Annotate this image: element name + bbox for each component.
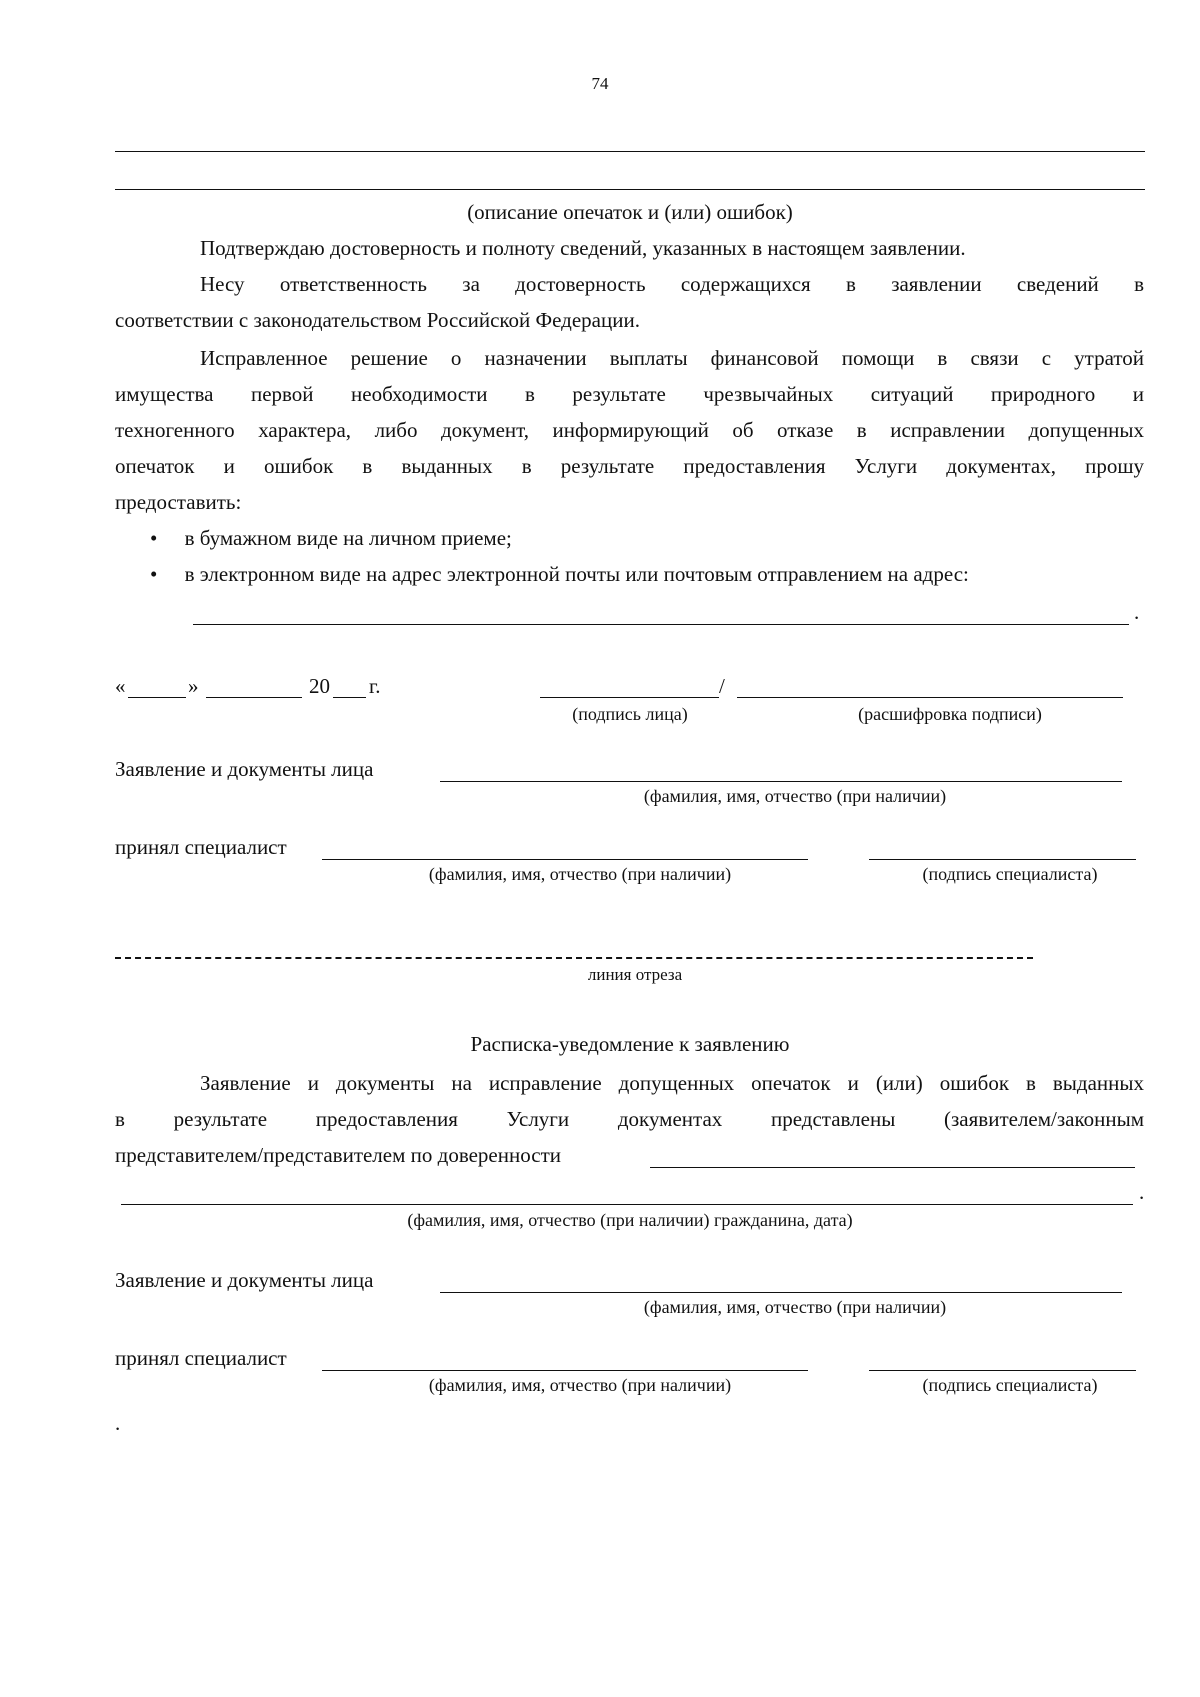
signature-decoding-field[interactable] [737,697,1123,698]
date-close-quote: » [188,674,199,698]
responsibility-line-2: соответствии с законодательством Российской Федерации. [115,308,640,332]
receipt-line-3: представителем/представителем по доверенности [115,1143,561,1167]
specialist-name-field[interactable] [322,859,808,860]
date-year-suffix: г. [369,674,381,698]
errors-caption: (описание опечаток и (или) ошибок) [467,200,793,224]
date-year-field[interactable] [333,697,366,698]
specialist-signature-caption-2: (подпись специалиста) [922,1375,1098,1395]
receipt-line-1: Заявление и документы на исправление допущенных опечаток и (или) ошибок в выданных [200,1071,1144,1095]
responsibility-line-1: Несу ответственность за достоверность содержащихся в заявлении сведений в [200,272,1144,296]
citizen-field[interactable] [121,1204,1133,1205]
description-line-2 [115,189,1145,190]
receipt-paragraph [115,1065,1144,1137]
signature-slash: / [719,674,725,698]
bullet-item-paper: • в бумажном виде на личном приеме; [150,526,512,550]
docs-of-person-field[interactable] [440,781,1122,782]
specialist-signature-field-2[interactable] [869,1370,1136,1371]
signature-caption: (подпись лица) [572,704,688,724]
bullet-dot-icon: • [150,526,158,550]
corrected-decision-paragraph [115,340,1144,520]
docs-of-person-caption: (фамилия, имя, отчество (при наличии) [643,786,947,806]
receipt-line-2: в результате предоставления Услуги документах представлены (заявителем/законным [115,1107,1144,1131]
citizen-period: . [1139,1180,1145,1204]
specialist-name-caption-2: (фамилия, имя, отчество (при наличии) [428,1375,732,1395]
bullet-item-electronic: • в электронном виде на адрес электронной почты или почтовым отправлением на адрес: [150,562,969,586]
confirm-statement: Подтверждаю достоверность и полноту сведений, указанных в настоящем заявлении. [200,236,966,260]
cut-line-caption: линия отреза [587,965,683,984]
signature-field[interactable] [540,697,719,698]
specialist-name-caption: (фамилия, имя, отчество (при наличии) [428,864,732,884]
address-period: . [1134,600,1140,624]
trailing-mark: . [115,1411,121,1435]
docs-of-person-label-2: Заявление и документы лица [115,1268,374,1292]
corrected-line-3: техногенного характера, либо документ, информирующий об отказе в исправлении допущенных [115,418,1144,442]
description-line-1 [115,151,1145,152]
citizen-caption: (фамилия, имя, отчество (при наличии) гражданина, дата) [407,1210,853,1230]
docs-of-person-field-2[interactable] [440,1292,1122,1293]
accepted-specialist-label-2: принял специалист [115,1346,287,1370]
bullet-dot-icon: • [150,562,158,586]
representative-field[interactable] [650,1167,1135,1168]
signature-decoding-caption: (расшифровка подписи) [858,704,1042,724]
corrected-line-2: имущества первой необходимости в результате чрезвычайных ситуаций природного и [115,382,1144,406]
date-day-field[interactable] [128,697,186,698]
date-month-field[interactable] [206,697,302,698]
docs-of-person-caption-2: (фамилия, имя, отчество (при наличии) [643,1297,947,1317]
cut-line [115,957,1033,959]
responsibility-paragraph [115,266,1144,338]
date-year-prefix: 20 [309,674,330,698]
corrected-line-5: предоставить: [115,490,242,514]
corrected-line-4: опечаток и ошибок в выданных в результате предоставления Услуги документах, прошу [115,454,1144,478]
specialist-signature-field[interactable] [869,859,1136,860]
receipt-title: Расписка-уведомление к заявлению [470,1032,790,1056]
corrected-line-1: Исправленное решение о назначении выплаты финансовой помощи в связи с утратой [200,346,1144,370]
specialist-signature-caption: (подпись специалиста) [922,864,1098,884]
address-field-line[interactable] [193,624,1129,625]
specialist-name-field-2[interactable] [322,1370,808,1371]
date-open-quote: « [115,674,126,698]
accepted-specialist-label: принял специалист [115,835,287,859]
docs-of-person-label: Заявление и документы лица [115,757,374,781]
page-number: 74 [591,74,609,93]
